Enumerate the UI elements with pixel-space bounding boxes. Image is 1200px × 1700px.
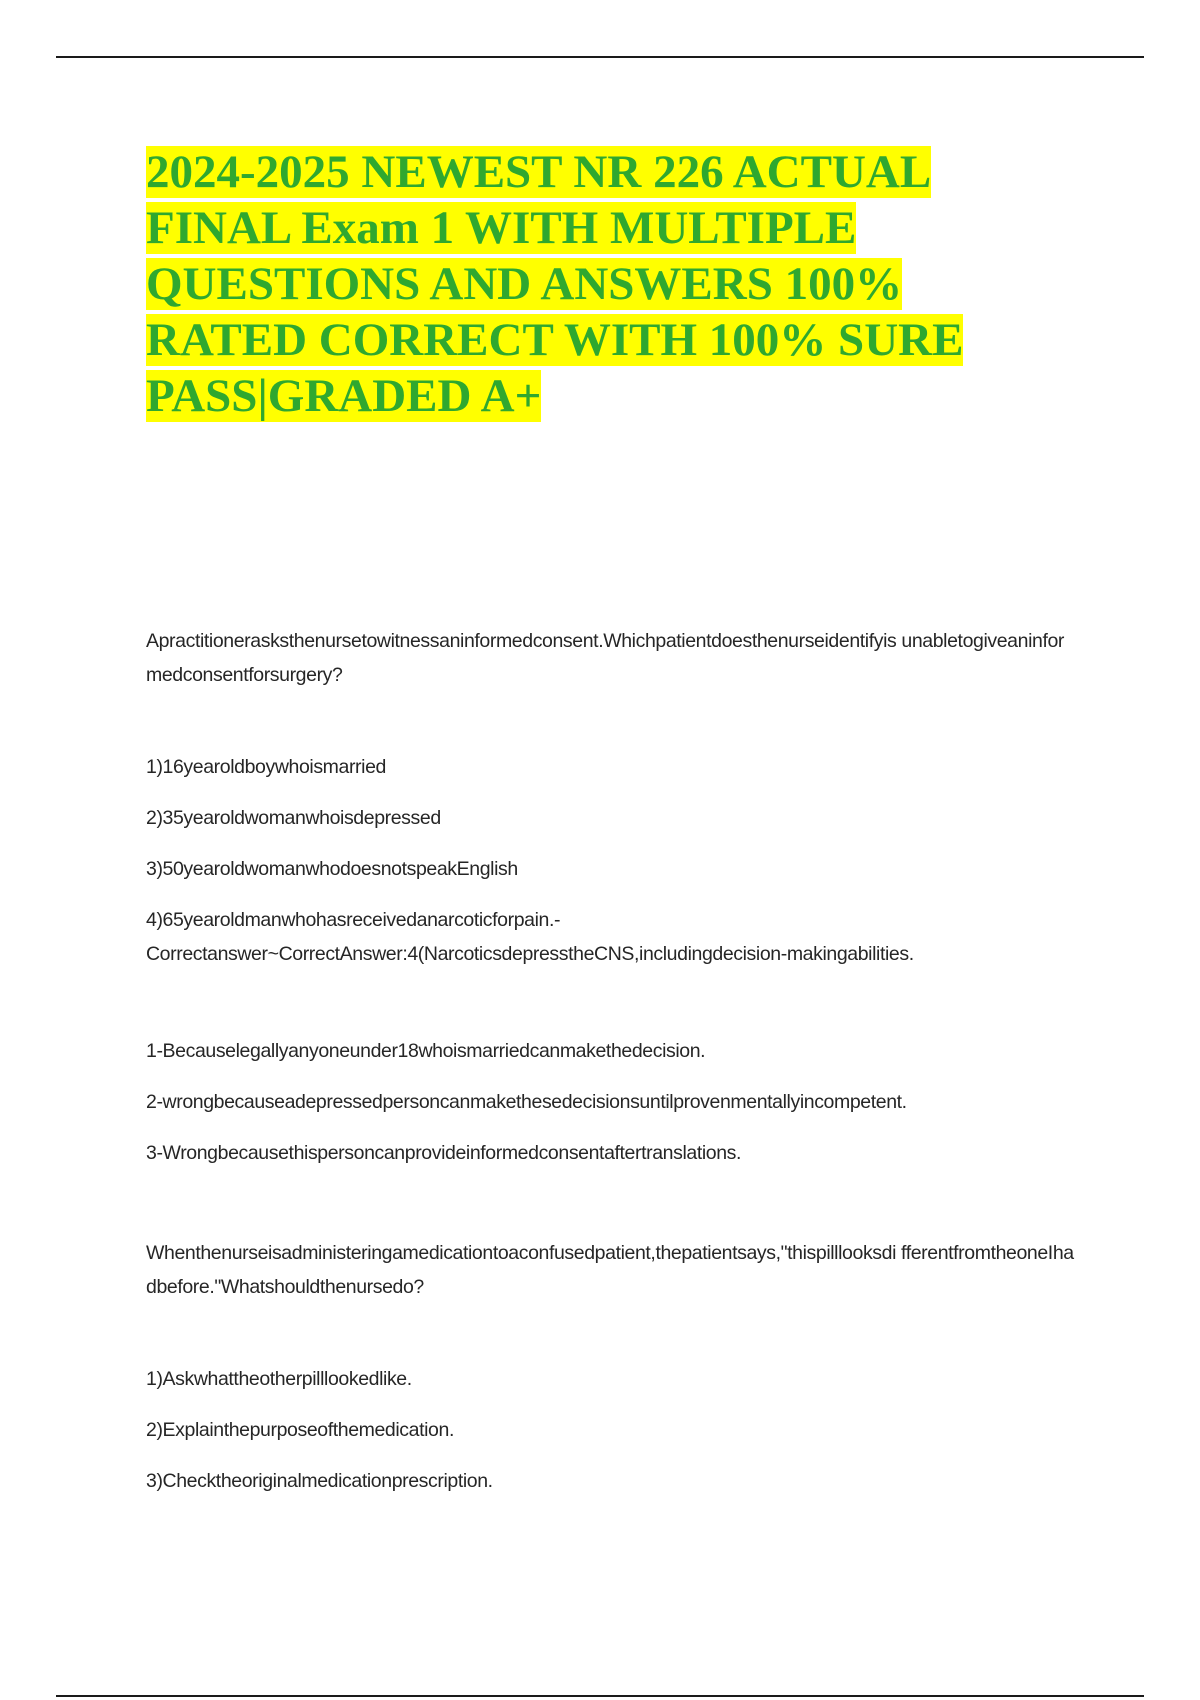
top-rule bbox=[56, 56, 1144, 58]
rationale: 3-Wrongbecausethispersoncanprovideinformedconsentaftertranslations. bbox=[146, 1142, 742, 1164]
rationale: 1-Becauselegallyanyoneunder18whoismarriedcanmakethedecision. bbox=[146, 1040, 706, 1062]
rationale: 2-wrongbecauseadepressedpersoncanmakethesedecisionsuntilprovenmentallyincompetent. bbox=[146, 1091, 907, 1113]
title-line: PASS|GRADED A+ bbox=[146, 370, 542, 422]
title-line: RATED CORRECT WITH 100% SURE bbox=[146, 314, 964, 366]
document-body bbox=[146, 624, 1076, 1498]
answer-option: 2)35yearoldwomanwhoisdepressed bbox=[146, 807, 441, 829]
document-title bbox=[146, 144, 1046, 424]
question-text: Apractitionerasksthenursetowitnessaninformedconsent.Whichpatientdoesthenurseidentifyis unabletogiveaninformedconsentforsurgery? bbox=[146, 630, 1065, 686]
answer-option: 1)16yearoldboywhoismarried bbox=[146, 756, 386, 778]
title-line: 2024-2025 NEWEST NR 226 ACTUAL bbox=[146, 146, 932, 198]
answer-option: 2)Explainthepurposeofthemedication. bbox=[146, 1419, 454, 1441]
title-line: QUESTIONS AND ANSWERS 100% bbox=[146, 258, 903, 310]
question-2 bbox=[146, 1236, 1076, 1498]
answer-option: 1)Askwhattheotherpilllookedlike. bbox=[146, 1368, 412, 1390]
answer-option: 4)65yearoldmanwhohasreceivedanarcoticforpain.- bbox=[146, 909, 561, 931]
correct-answer: Correctanswer~CorrectAnswer:4(NarcoticsdepresstheCNS,includingdecision-makingabilities. bbox=[146, 943, 914, 965]
question-1 bbox=[146, 624, 1076, 1170]
title-line: FINAL Exam 1 WITH MULTIPLE bbox=[146, 202, 857, 254]
bottom-rule bbox=[56, 1695, 1144, 1697]
question-text: Whenthenurseisadministeringamedicationtoaconfusedpatient,thepatientsays,"thispilllooksdi fferentfromtheoneIhadbefore."Whatshouldthenursedo? bbox=[146, 1242, 1074, 1298]
answer-option: 3)50yearoldwomanwhodoesnotspeakEnglish bbox=[146, 858, 518, 880]
answer-option: 3)Checktheoriginalmedicationprescription. bbox=[146, 1470, 493, 1492]
